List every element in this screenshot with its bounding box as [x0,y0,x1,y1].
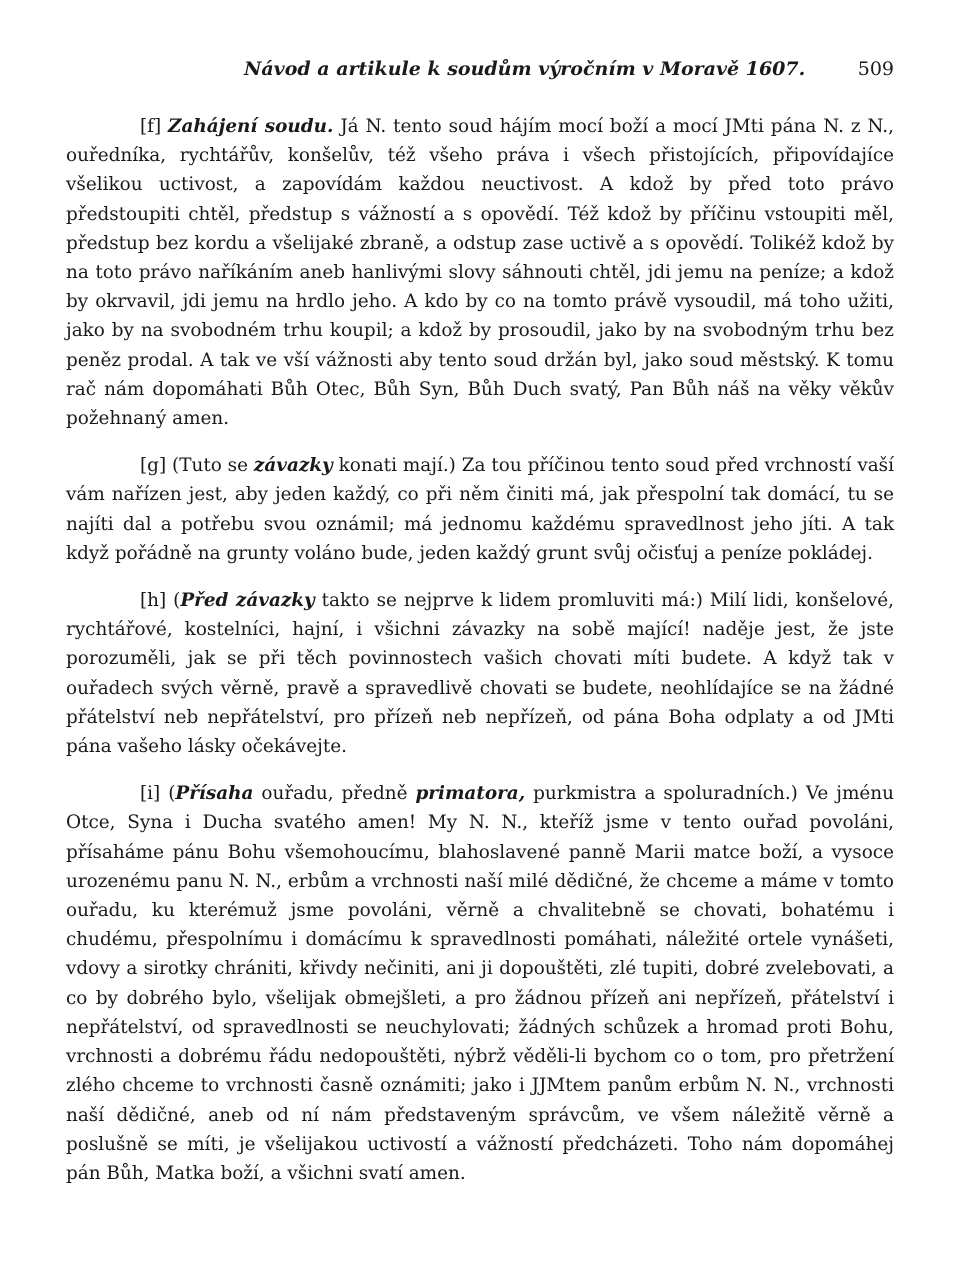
section-h-heading-close: takto se nejprve k lidem promluviti má:) [321,590,703,612]
section-i-heading-close: purkmistra a spoluradních.) [533,783,798,805]
section-h-label: [h] [140,590,167,612]
section-h-heading-emphasis: Před závazky [180,590,315,612]
section-g-text: Za tou příčinou tento soud před vrchností vaší vám nařízen jest, aby jeden každý, co při něm činiti má, jak přespolní tak domácí, tu se najíti dal a potřebu svou oznámil; má jednomu každému spravedlnost jeho jíti. A tak když pořádně na grunty voláno bude, jeden každý grunt svůj očisťuj a peníze pokládej. [66,455,894,564]
section-f-heading: Zahájení soudu. [168,116,334,137]
document-page [66,58,894,1188]
section-f-paragraph [66,112,894,433]
running-header [66,58,894,88]
section-i-label: [i] [140,783,161,805]
section-h-text: Milí lidi, konšelové, rychtářové, kostelníci, hajní, i všichni závazky na sobě mající! naděje jest, že jste porozuměli, jak se při těch povinnostech vašich chovati míti budete. A když tak v ouřadech svých věrně, pravě a spravedlivě chovati se budete, neohlídajíce se na žádné přátelství neb nepřátelství, pro přízeň neb nepřízeň, od pána Boha odplaty a od JMti pána vašeho lásky očekávejte. [66,590,894,758]
section-i-text: Ve jménu Otce, Syna i Ducha svatého amen! My N. N., kteříž jsme v tento ouřad povoláni, přísaháme pánu Bohu všemohoucímu, blahoslavené panně Marii matce boží, a vysoce urozenému panu N. N., erbům a vrchnosti naší milé dědičné, že chceme a máme v tomto ouřadu, ku kterémuž jsme povoláni, věrně a chvalitebně se chovati, bohatému i chudému, přespolnímu i domácímu k spravedlnosti pomáhati, náležité ortele vynášeti, vdovy a sirotky chrániti, křivdy nečiniti, ani ji dopouštěti, zlé tupiti, dobré zvelebovati, a co by dobrého bylo, všelijak obmejšleti, a pro žádnou přízeň ani nepřízeň, přátelství i nepřátelství, od spravedlnosti se neuchylovati; žádných schůzek a hromad proti Bohu, vrchnosti a dobrému řádu nedopouštěti, nýbrž věděli-li bychom co o tom, pro přetržení zlého chceme to vrchnosti časně oznámiti; jako i JJMtem panům erbům N. N., vrchnosti naší dědičné, aneb od ní nám představeným správcům, ve všem náležitě věrně a poslušně se míti, je všelijakou uctivostí a vážností předcházeti. Toho nám dopomáhej pán Bůh, Matka boží, a všichni svatí amen. [66,783,894,1184]
section-i-heading-emphasis-1: Přísaha [175,783,254,805]
section-g-heading-open: (Tuto se [172,455,248,477]
section-g-heading-close: konati mají.) [338,455,456,477]
section-i-heading-emphasis-2: primatora, [415,783,526,805]
page-number: 509 [857,58,894,80]
section-f-text: Já N. tento soud hájím mocí boží a mocí JMti pána N. z N., ouředníka, rychtářův, konšelův, též všeho práva i všech přistojících, připovídajíce všelikou uctivost, a zapovídám každou neuctivost. A kdož by před toto právo předstoupiti chtěl, předstup s vážností a s opovědí. Též kdož by příčinu vstoupiti měl, předstup bez kordu a všelijaké zbraně, a odstup zase uctivě a s opovědí. Tolikéž kdož by na toto právo naříkáním aneb hanlivými slovy sáhnouti chtěl, jdi jemu na peníze; a kdož by okrvavil, jdi jemu na hrdlo jeho. A kdo by co na tomto právě vysoudil, má toho užiti, jako by na svobodném trhu koupil; a kdož by prosoudil, jako by na svobodným trhu bez peněz prodal. A tak ve vší vážnosti aby tento soud držán byl, jako soud městský. K tomu rač nám dopomáhati Bůh Otec, Bůh Syn, Bůh Duch svatý, Pan Bůh náš na věky věkův požehnaný amen. [66,116,894,430]
section-i-heading-open: ( [168,783,176,805]
section-i-heading-mid: ouřadu, předně [261,783,408,805]
section-g-heading-emphasis: závazky [253,455,333,477]
section-g-label: [g] [140,455,167,477]
section-g-paragraph [66,451,894,568]
section-f-label: [f] [140,116,162,137]
section-h-heading-open: ( [173,590,181,612]
running-title: Návod a artikule k soudům výročním v Moravě 1607. [244,58,806,80]
section-h-paragraph [66,586,894,761]
section-i-paragraph [66,779,894,1188]
